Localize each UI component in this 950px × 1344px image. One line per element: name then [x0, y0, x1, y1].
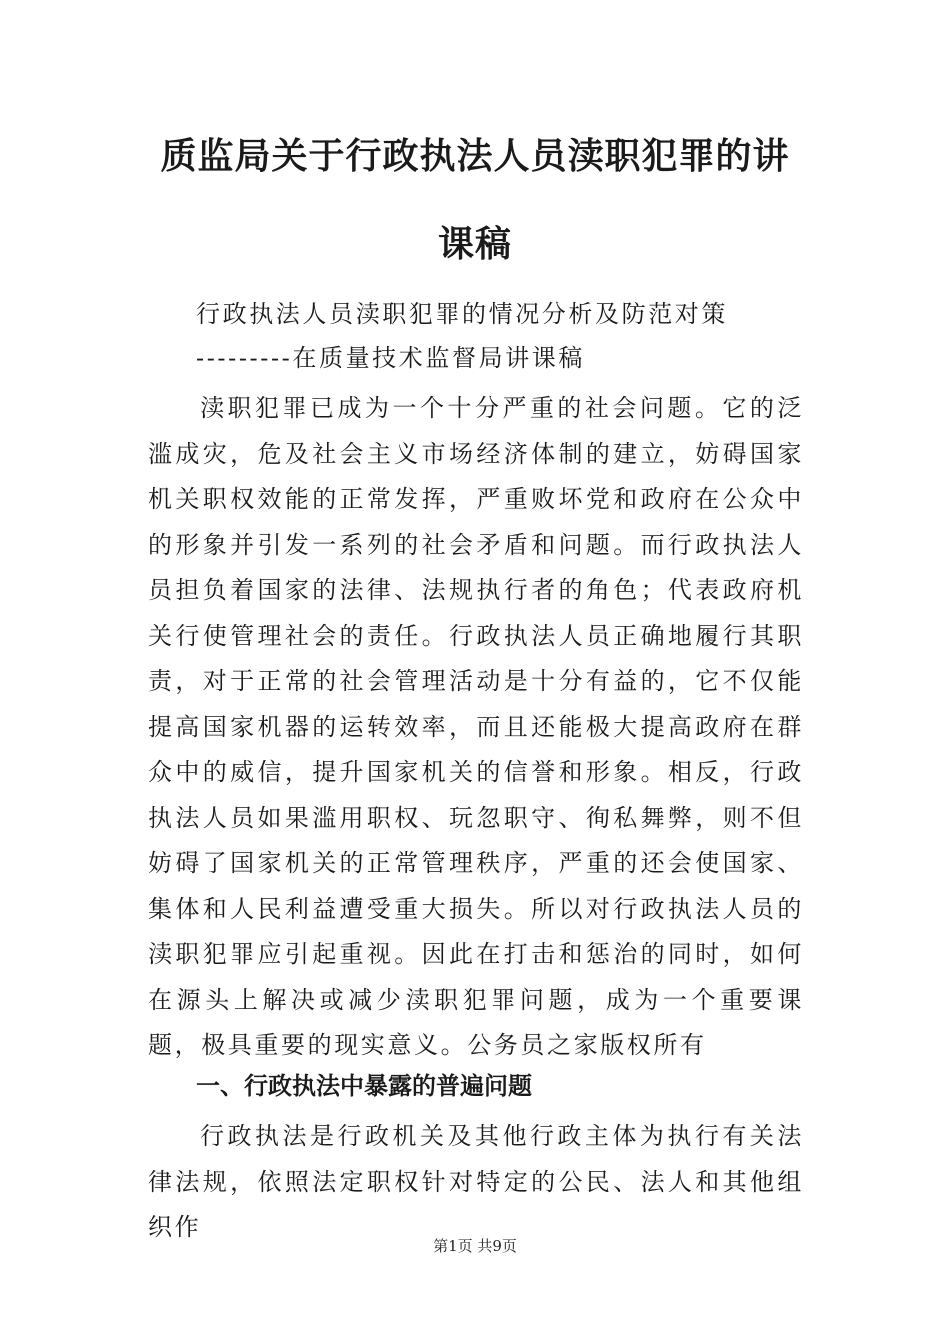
paragraph-section-1: 行政执法是行政机关及其他行政主体为执行有关法律法规，依照法定职权针对特定的公民、法人和其他组织作 [148, 1122, 804, 1241]
document-title-line-1: 质监局关于行政执法人员渎职犯罪的讲 [160, 136, 790, 177]
page-number-footer: 第1页 共9页 [433, 1237, 517, 1255]
document-subtitle: 行政执法人员渎职犯罪的情况分析及防范对策 [196, 300, 728, 328]
paragraph-intro: 渎职犯罪已成为一个十分严重的社会问题。它的泛滥成灾，危及社会主义市场经济体制的建立，妨碍国家机关职权效能的正常发挥，严重败坏党和政府在公众中的形象并引发一系列的社会矛盾和问题。而行政执法人员担负着国家的法律、法规执行者的角色；代表政府机关行使管理社会的责任。行政执法人员正确地履行其职责，对于正常的社会管理活动是十分有益的，它不仅能提高国家机器的运转效率，而且还能极大提高政府在群众中的威信，提升国家机关的信誉和形象。相反，行政执法人员如果滥用职权、玩忽职守、徇私舞弊，则不但妨碍了国家机关的正常管理秩序，严重的还会使国家、集体和人民利益遭受重大损失。所以对行政执法人员的渎职犯罪应引起重视。因此在打击和惩治的同时，如何在源头上解决或减少渎职犯罪问题，成为一个重要课题，极具重要的现实意义。公务员之家版权所有 [148, 394, 804, 1059]
document-title-line-2: 课稿 [437, 224, 512, 265]
section-heading-1: 一、行政执法中暴露的普遍问题 [196, 1072, 532, 1100]
document-byline: ---------在质量技术监督局讲课稿 [196, 344, 585, 372]
